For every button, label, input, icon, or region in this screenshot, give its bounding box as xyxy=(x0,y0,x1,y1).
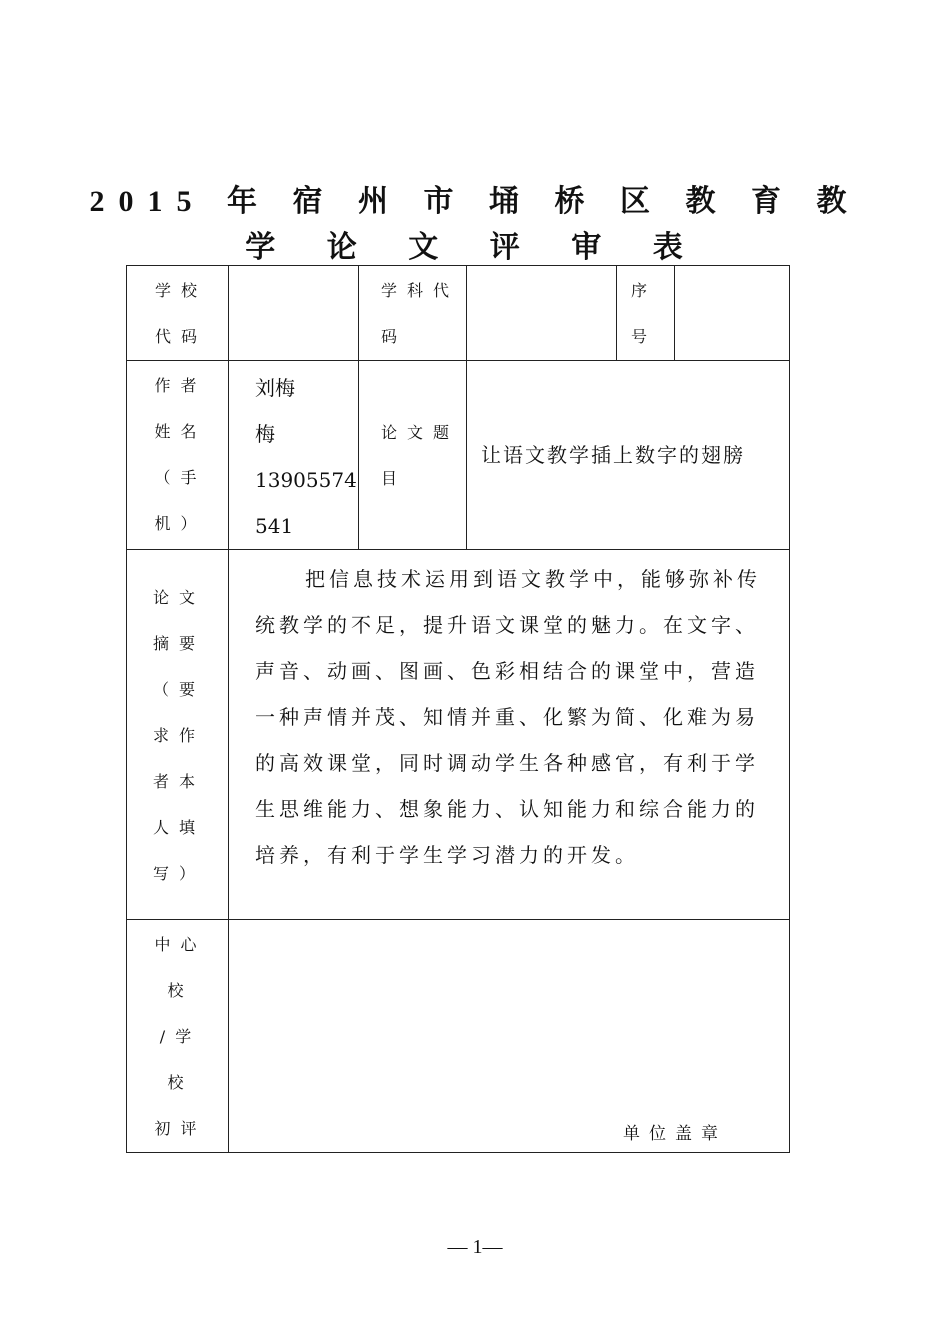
review-form-table xyxy=(126,265,790,1153)
school-code-label: 学校 代码 xyxy=(155,281,208,346)
table-row-abstract xyxy=(127,550,790,920)
paper-title-value: 让语文教学插上数字的翅膀 xyxy=(481,443,745,467)
seal-label: 单位盖章 xyxy=(623,1124,727,1144)
page-number: — 1— xyxy=(447,1236,503,1258)
table-row-author xyxy=(127,361,790,550)
school-code-value xyxy=(229,266,359,361)
abstract-text: 把信息技术运用到语文教学中，能够弥补传统教学的不足，提升语文课堂的魅力。在文字、声音、动画、图画、色彩相结合的课堂中，营造一种声情并茂、知情并重、化繁为简、化难为易的高效课堂，同时调动学生各种感官，有利于学生思维能力、想象能力、认知能力和综合能力的培养，有利于学生学习潜力的开发。 xyxy=(255,567,761,867)
document-title-line2: 学 论 文 评 审 表 xyxy=(245,231,705,264)
initial-review-label: 中心 校 /学 校 初评 xyxy=(154,935,207,1138)
author-name-value: 刘梅 梅 13905574 541 xyxy=(255,376,357,538)
abstract-label: 论文 摘要 （要 求作 者本 人填 写） xyxy=(153,587,206,883)
table-row-codes xyxy=(127,266,790,361)
paper-title-label: 论文题 目 xyxy=(381,423,460,488)
author-name-label: 作者 姓名 （手 机） xyxy=(154,376,207,533)
serial-number-value xyxy=(675,266,790,361)
serial-number-label: 序 号 xyxy=(631,281,658,346)
table-row-review xyxy=(127,920,790,1153)
document-title-line1: 2015 年 宿 州 市 埇 桥 区 教 育 教 xyxy=(89,185,861,218)
subject-code-label: 学科代 码 xyxy=(381,281,460,346)
subject-code-value xyxy=(467,266,617,361)
